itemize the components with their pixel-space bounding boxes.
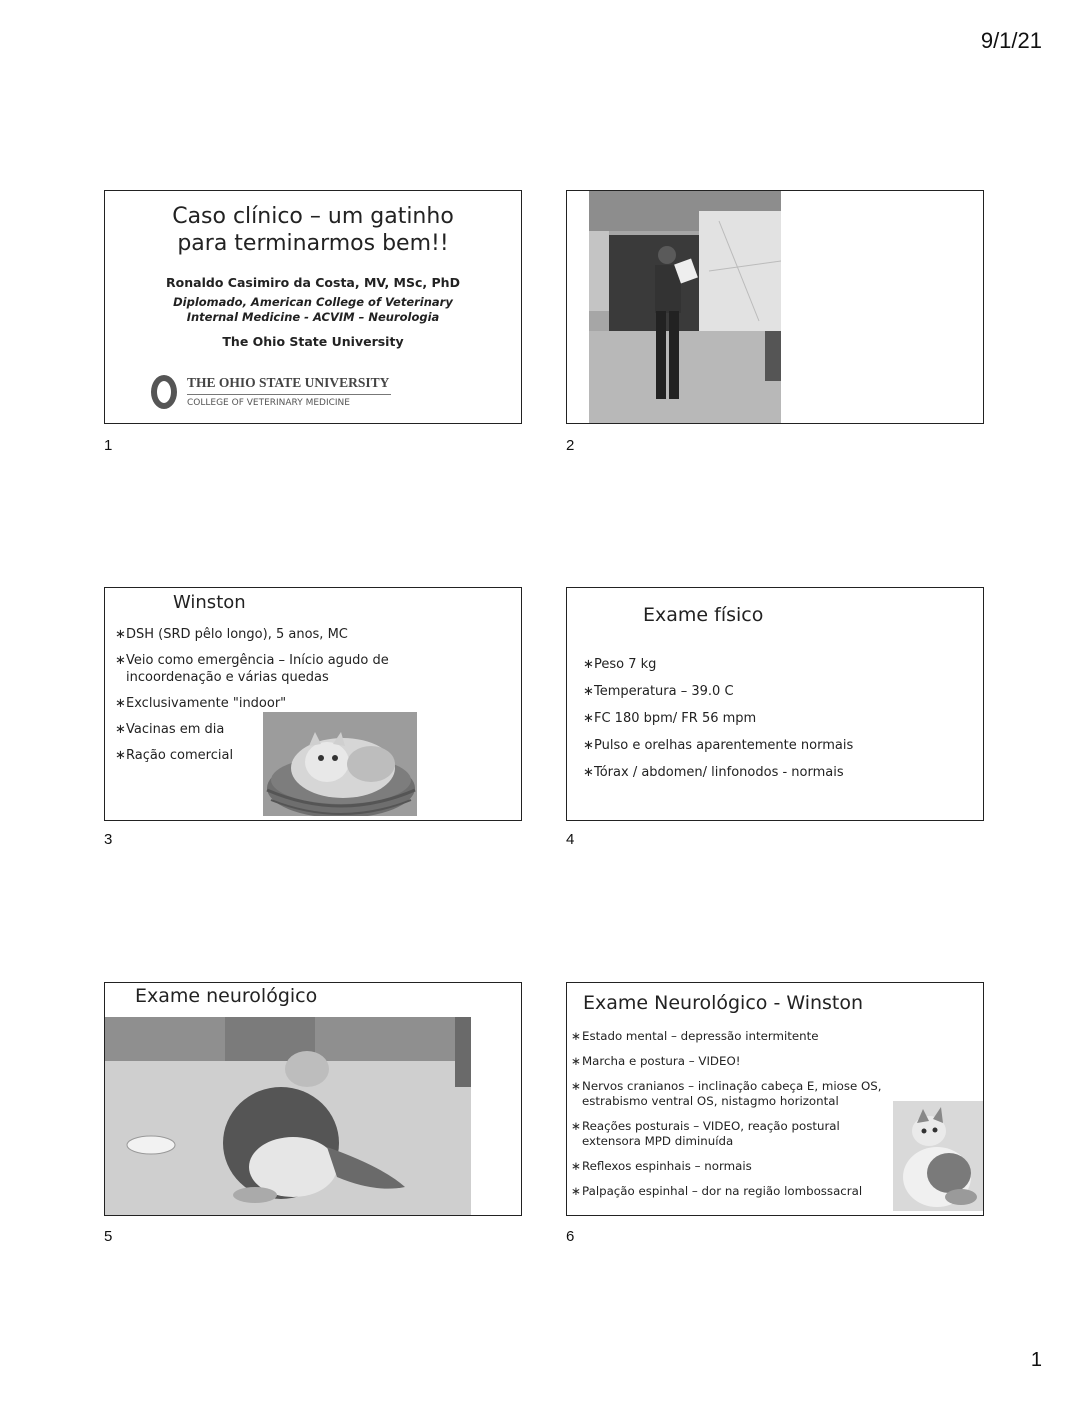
slide-3	[104, 587, 522, 821]
slide-6-bullets	[571, 1029, 901, 1209]
list-item: ∗ Estado mental – depressão intermitente	[571, 1029, 901, 1044]
lecture-photo	[589, 191, 781, 423]
block-o-logo-icon	[151, 375, 177, 409]
slide-1	[104, 190, 522, 424]
cat-head-tilt-photo	[893, 1101, 983, 1211]
list-item: ∗ Exclusivamente "indoor"	[115, 695, 435, 712]
slide-3-title: Winston	[173, 592, 246, 613]
page-date: 9/1/21	[980, 28, 1042, 53]
list-item: ∗ Nervos cranianos – inclinação cabeça E, miose OS, estrabismo ventral OS, nistagmo horizontal	[571, 1079, 901, 1109]
list-item: ∗ Palpação espinhal – dor na região lombossacral	[571, 1184, 901, 1199]
slide-5-title: Exame neurológico	[135, 985, 318, 1007]
slide-6-title: Exame Neurológico - Winston	[583, 992, 864, 1014]
list-item: ∗ Marcha e postura – VIDEO!	[571, 1054, 901, 1069]
list-item: ∗ Temperatura – 39.0 C	[583, 683, 963, 700]
list-item: ∗ Vacinas em dia	[115, 721, 435, 738]
list-item: ∗ Peso 7 kg	[583, 656, 963, 673]
list-item: ∗ Ração comercial	[115, 747, 435, 764]
list-item: ∗ Pulso e orelhas aparentemente normais	[583, 737, 963, 754]
slide-5	[104, 982, 522, 1216]
page-number: 1	[1030, 1349, 1042, 1371]
slide-6-number: 6	[566, 1228, 575, 1245]
slide-1-title: Caso clínico – um gatinho para terminarmos bem!!	[172, 204, 454, 256]
slide-2-number: 2	[566, 437, 575, 454]
list-item: ∗ Reflexos espinhais – normais	[571, 1159, 901, 1174]
list-item: ∗ FC 180 bpm/ FR 56 mpm	[583, 710, 963, 727]
list-item: ∗ Reações posturais – VIDEO, reação postural extensora MPD diminuída	[571, 1119, 901, 1149]
list-item: ∗ Veio como emergência – Início agudo de incoordenação e várias quedas	[115, 652, 435, 686]
slide-4	[566, 587, 984, 821]
slide-4-title: Exame físico	[643, 604, 764, 626]
slide-6	[566, 982, 984, 1216]
slide-3-number: 3	[104, 831, 113, 848]
cat-in-basket-photo	[263, 712, 417, 816]
slide-4-bullets	[583, 656, 963, 791]
slide-5-number: 5	[104, 1228, 113, 1245]
slide-4-number: 4	[566, 831, 575, 848]
list-item: ∗ DSH (SRD pêlo longo), 5 anos, MC	[115, 626, 435, 643]
cat-on-floor-photo	[105, 1017, 471, 1215]
slide-1-number: 1	[104, 437, 113, 454]
slide-1-diploma: Diplomado, American College of Veterinary Internal Medicine - ACVIM – Neurologia	[173, 295, 453, 324]
slide-1-author: Ronaldo Casimiro da Costa, MV, MSc, PhD	[166, 275, 460, 290]
slide-2	[566, 190, 984, 424]
slide-1-university: The Ohio State University	[222, 334, 404, 349]
university-logo: THE OHIO STATE UNIVERSITY COLLEGE OF VETERINARY MEDICINE	[151, 375, 395, 413]
list-item: ∗ Tórax / abdomen/ linfonodos - normais	[583, 764, 963, 781]
